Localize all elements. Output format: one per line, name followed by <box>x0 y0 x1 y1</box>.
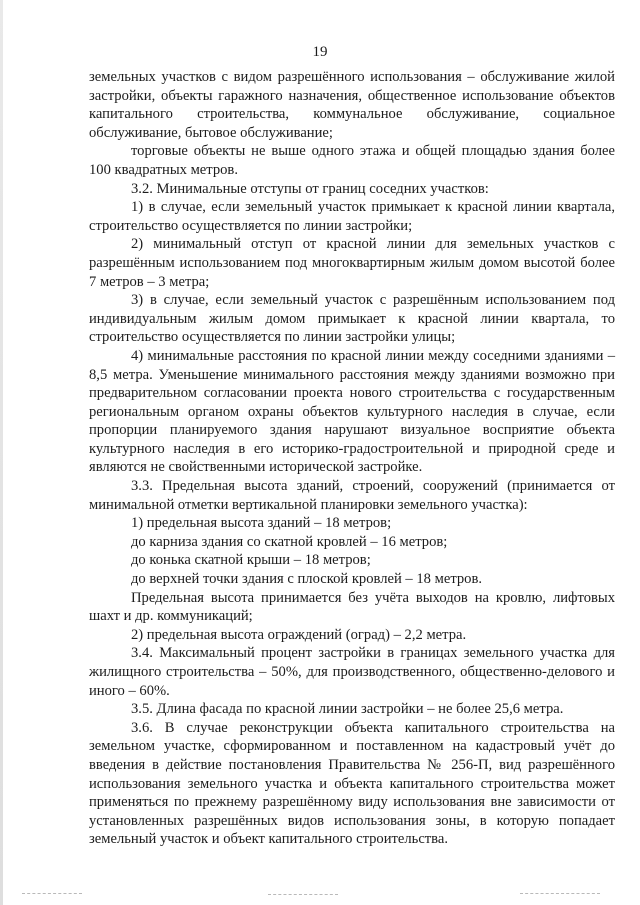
scan-left-edge <box>0 0 3 905</box>
scan-artifact <box>268 894 338 895</box>
list-item: 2) предельная высота ограждений (оград) – 2,2 метра. <box>131 626 467 643</box>
list-item: до верхней точки здания с плоской кровлей – 18 метров. <box>131 571 483 588</box>
scan-artifact <box>22 893 82 894</box>
paragraph: Предельная высота принимается без учёта выходов на кровлю, лифтовых шахт и др. коммуникаций; <box>89 589 615 625</box>
page-number: 19 <box>312 44 328 60</box>
list-item: 4) минимальные расстояния по красной линии между соседними зданиями – 8,5 метра. Уменьшение минимального расстояния между зданиями возможно при предварительном согласовании проекта нового строительства с государственным региональным органом охраны объектов культурного наследия в случае, если пропорции планируемого здания нарушают визуальное восприятие объекта культурного наследия в его историко-градостроительной и природной среде и являются не свойственными исторической застройке. <box>89 347 615 476</box>
list-item: 3) в случае, если земельный участок с разрешённым использованием под индивидуальным жилым домом примыкает к красной линии квартала, то строительство осуществляется по линии застройки улицы; <box>89 292 615 346</box>
paragraph: земельных участков с видом разрешённого использования – обслуживание жилой застройки, объекты гаражного назначения, общественное использование объектов капитального строительства, коммунальное обслуживание, социальное обслуживание, бытовое обслуживание; <box>89 69 615 141</box>
section-paragraph: 3.5. Длина фасада по красной линии застройки – не более 25,6 метра. <box>131 701 564 718</box>
list-item: 1) в случае, если земельный участок примыкает к красной линии квартала, строительство осуществляется по линии застройки; <box>89 199 615 234</box>
list-item: 1) предельная высота зданий – 18 метров; <box>131 515 392 532</box>
paragraph: торговые объекты не выше одного этажа и общей площадью здания более 100 квадратных метров. <box>89 143 615 178</box>
section-paragraph: 3.6. В случае реконструкции объекта капитального строительства на земельном участке, сформированном и поставленном на кадастровый учёт до введения в действие постановления Правительства № 256-П, вид разрешённого использования земельного участка и объекта капитального строительства может применяться по прежнему разрешённому виду использования вне зависимости от установленных разрешённых видов использования зоны, в которую попадает земельный участок и объект капитального строительства. <box>89 719 615 848</box>
scan-artifact <box>520 893 600 894</box>
list-item: 2) минимальный отступ от красной линии для земельных участков с разрешённым использованием под многоквартирным жилым домом высотой более 7 метров – 3 метра; <box>89 236 615 290</box>
document-body <box>89 68 615 849</box>
section-heading: 3.3. Предельная высота зданий, строений, сооружений (принимается от минимальной отметки вертикальной планировки земельного участка): <box>89 478 615 513</box>
section-heading: 3.2. Минимальные отступы от границ соседних участков: <box>131 180 489 197</box>
list-item: до карниза здания со скатной кровлей – 16 метров; <box>131 533 448 550</box>
section-paragraph: 3.4. Максимальный процент застройки в границах земельного участка для жилищного строительства – 50%, для производственного, общественно-делового и иного – 60%. <box>89 645 615 699</box>
list-item: до конька скатной крыши – 18 метров; <box>131 552 371 569</box>
